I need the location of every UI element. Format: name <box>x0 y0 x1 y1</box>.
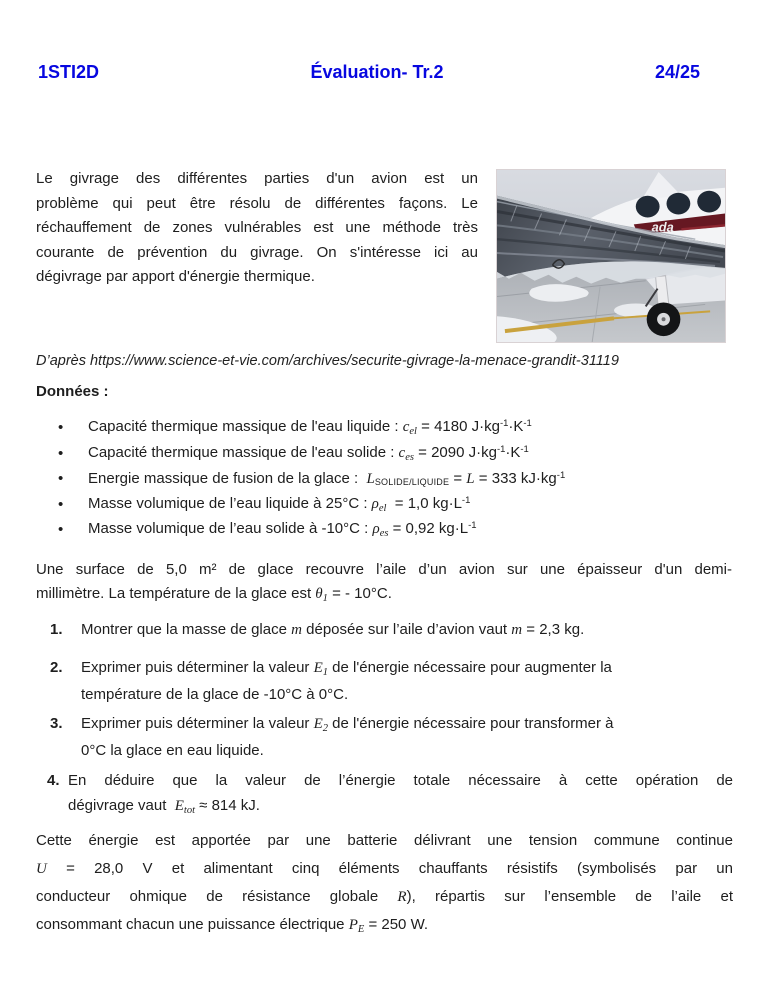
intro-paragraph: Le givrage des différentes parties d'un avion est un problème qui peut être résolu de différentes façons. Le réchauffement de zones vulnérables est une méthode très courante de prévention du givrage. On s'intéresse ici au dégivrage par apport d'énergie thermique. <box>36 170 478 285</box>
list-item <box>58 441 738 467</box>
question-2 <box>50 657 734 705</box>
list-item <box>58 415 738 441</box>
year-label: 24/25 <box>654 62 700 82</box>
bullet-icon <box>58 445 88 462</box>
question-text: Exprimer puis déterminer la valeur $E_1$ de l'énergie nécessaire pour augmenter la température de la glace de -10°C à 0°C. <box>81 659 612 703</box>
question-number: 1. <box>50 621 63 638</box>
battery-paragraph: Cette énergie est apportée par une batterie délivrant une tension commune continue U = 28,0 V et alimentant cinq éléments chauffants résistifs (symbolisés par un conducteur ohmique de résistance globale R), répartis sur l’ensemble de l’aile et consommant chacun une puissance électrique $P_E = 250$ W. <box>36 832 733 935</box>
data-item-heat-capacity-liquid: Capacité thermique massique de l'eau liquide : $c_{el} = 4180$ $J\cdot kg^{-1}\cdot K^{-1}$ <box>88 418 532 438</box>
list-item <box>58 492 738 518</box>
bullet-icon <box>58 521 88 538</box>
iced-airplane-wing-photo <box>496 169 726 343</box>
window <box>667 193 691 215</box>
question-4 <box>47 769 733 823</box>
data-item-density-liquid: Masse volumique de l’eau liquide à 25°C : $\rho_{el} = 1,0$ $kg\cdot L^{-1}$ <box>88 494 471 514</box>
question-text: En déduire que la valeur de l’énergie totale nécessaire à cette opération de dégivrage vaut $E_{tot} \approx 814$ kJ. <box>68 772 733 816</box>
question-1 <box>50 620 740 640</box>
data-list <box>58 415 738 543</box>
window <box>697 191 721 213</box>
bullet-icon <box>58 470 88 487</box>
class-label: 1STI2D <box>38 62 100 82</box>
list-item <box>58 517 738 543</box>
stripe-text: ada <box>651 219 674 235</box>
question-number: 3. <box>50 715 63 732</box>
question-3 <box>50 713 734 761</box>
list-item <box>58 466 738 492</box>
airplane-photo-illustration <box>497 170 725 342</box>
bullet-icon <box>58 419 88 436</box>
question-number: 4. <box>47 772 60 789</box>
data-section-title: Données : <box>36 383 109 400</box>
window <box>636 196 660 218</box>
bullet-icon <box>58 496 88 513</box>
question-text: Montrer que la masse de glace m déposée sur l’aile d’avion vaut m = 2,3 kg. <box>81 621 585 638</box>
source-citation: D’après https://www.science-et-vie.com/archives/securite-givrage-la-menace-grandit-31119 <box>36 353 619 369</box>
question-text: Exprimer puis déterminer la valeur $E_2$ de l'énergie nécessaire pour transformer à 0°C la glace en eau liquide. <box>81 715 614 759</box>
evaluation-title: Évaluation- Tr.2 <box>310 62 444 82</box>
data-item-density-solid: Masse volumique de l’eau solide à -10°C : $\rho_{es} = 0,92$ $kg\cdot L^{-1}$ <box>88 520 477 540</box>
question-number: 2. <box>50 659 63 676</box>
document-header <box>38 62 700 83</box>
data-item-heat-capacity-solid: Capacité thermique massique de l'eau solide : $c_{es} = 2090$ $J\cdot kg^{-1}\cdot K^{-1}$ <box>88 443 529 463</box>
surface-paragraph: Une surface de 5,0 m² de glace recouvre l’aile d’un avion sur une épaisseur d'un demi- millimètre. La température de la glace est $\theta_1$ = - 10°C. <box>36 561 732 604</box>
data-item-fusion-energy: Energie massique de fusion de la glace : LSOLIDE/LIQUIDE = L = 333 $kJ\cdot kg^{-1}$ <box>88 469 566 487</box>
